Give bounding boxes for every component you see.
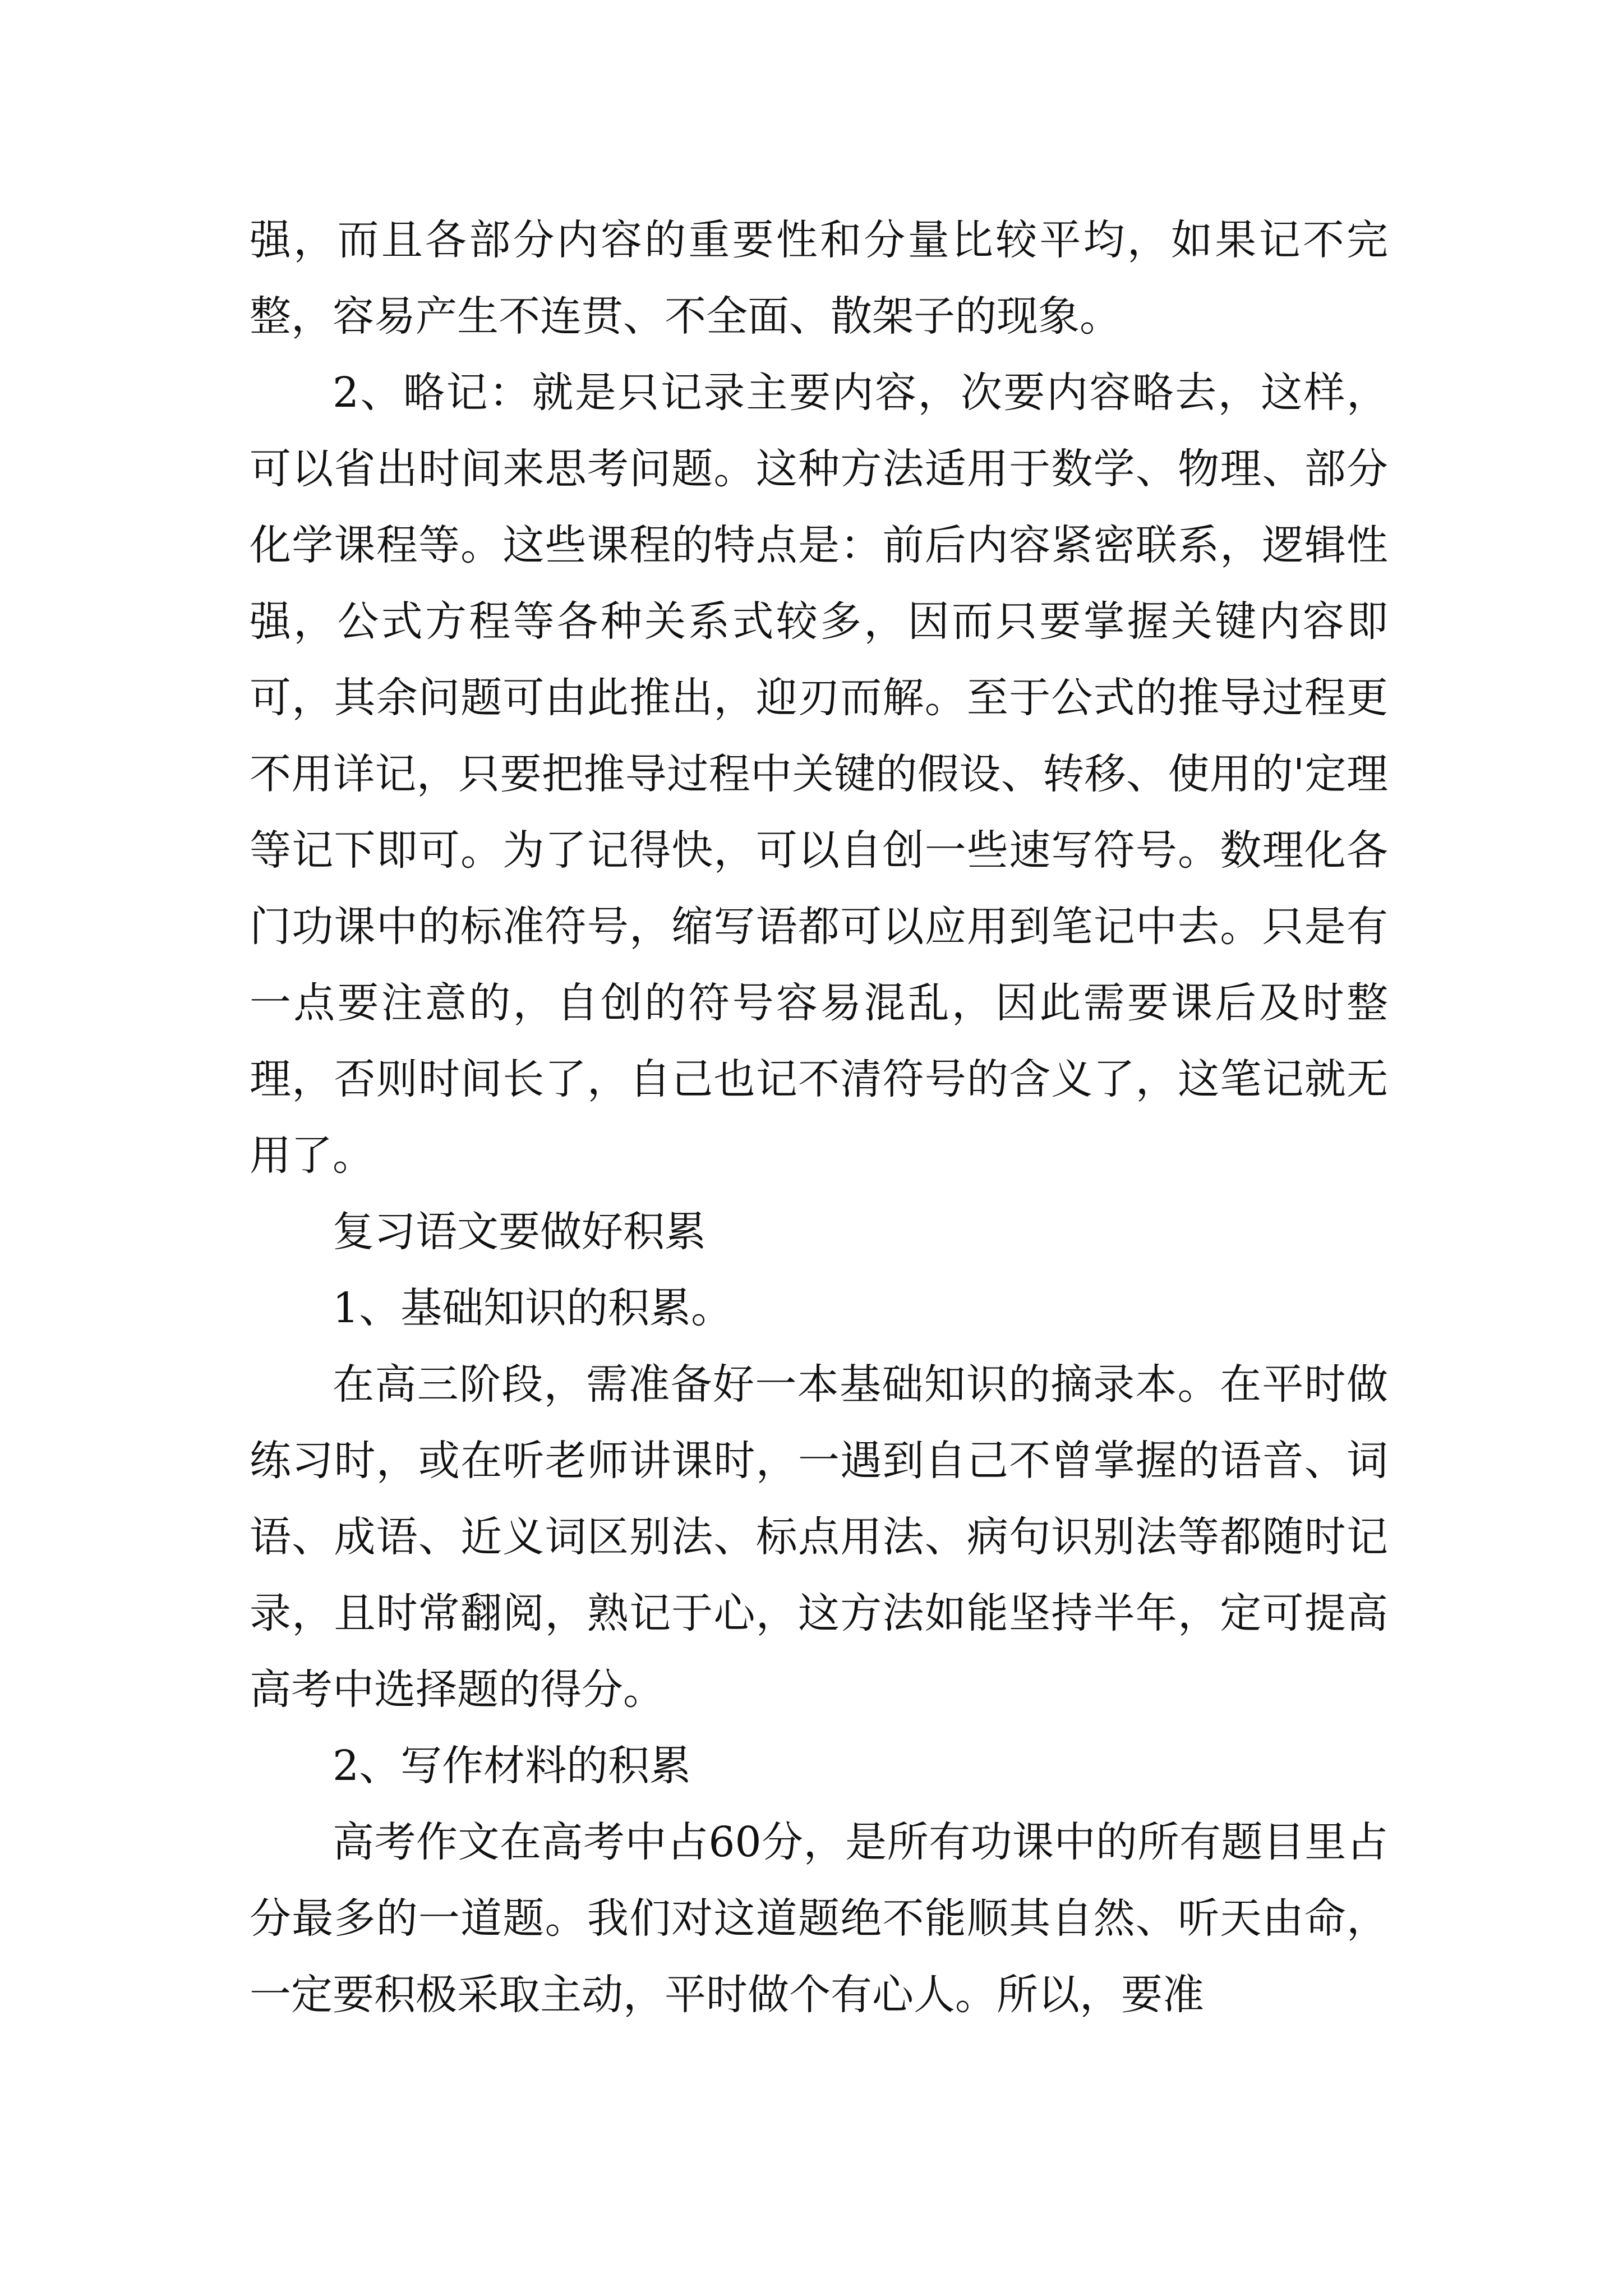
paragraph-writing-material: 高考作文在高考中占60分，是所有功课中的所有题目里占分最多的一道题。我们对这道题绝不能顺其自然、听天由命，一定要积极采取主动，平时做个有心人。所以，要准 — [250, 1818, 1388, 2019]
paragraph-continuation: 强，而且各部分内容的重要性和分量比较平均，如果记不完整，容易产生不连贯、不全面、散架子的现象。 — [250, 216, 1388, 341]
paragraph-brief-notes: 2、略记：就是只记录主要内容，次要内容略去，这样，可以省出时间来思考问题。这种方法适用于数学、物理、部分化学课程等。这些课程的特点是：前后内容紧密联系，逻辑性强，公式方程等各种关系式较多，因而只要掌握关键内容即可，其余问题可由此推出，迎刃而解。至于公式的推导过程更不用详记，只要把推导过程中关键的假设、转移、使用的'定理等记下即可。为了记得快，可以自创一些速写符号。数理化各门功课中的标准符号，缩写语都可以应用到笔记中去。只是有一点要注意的，自创的符号容易混乱，因此需要课后及时整理，否则时间长了，自己也记不清符号的含义了，这笔记就无用了。 — [250, 369, 1388, 1180]
paragraph-basic-knowledge: 在高三阶段，需准备好一本基础知识的摘录本。在平时做练习时，或在听老师讲课时，一遇到自己不曾掌握的语音、词语、成语、近义词区别法、标点用法、病句识别法等都随时记录，且时常翻阅，熟记于心，这方法如能坚持半年，定可提高高考中选择题的得分。 — [250, 1360, 1388, 1714]
subheading-writing-material: 2、写作材料的积累 — [333, 1742, 691, 1790]
subheading-basic-knowledge: 1、基础知识的积累。 — [333, 1284, 733, 1332]
document-body — [250, 202, 1388, 2033]
section-heading-chinese-review: 复习语文要做好积累 — [333, 1208, 706, 1256]
